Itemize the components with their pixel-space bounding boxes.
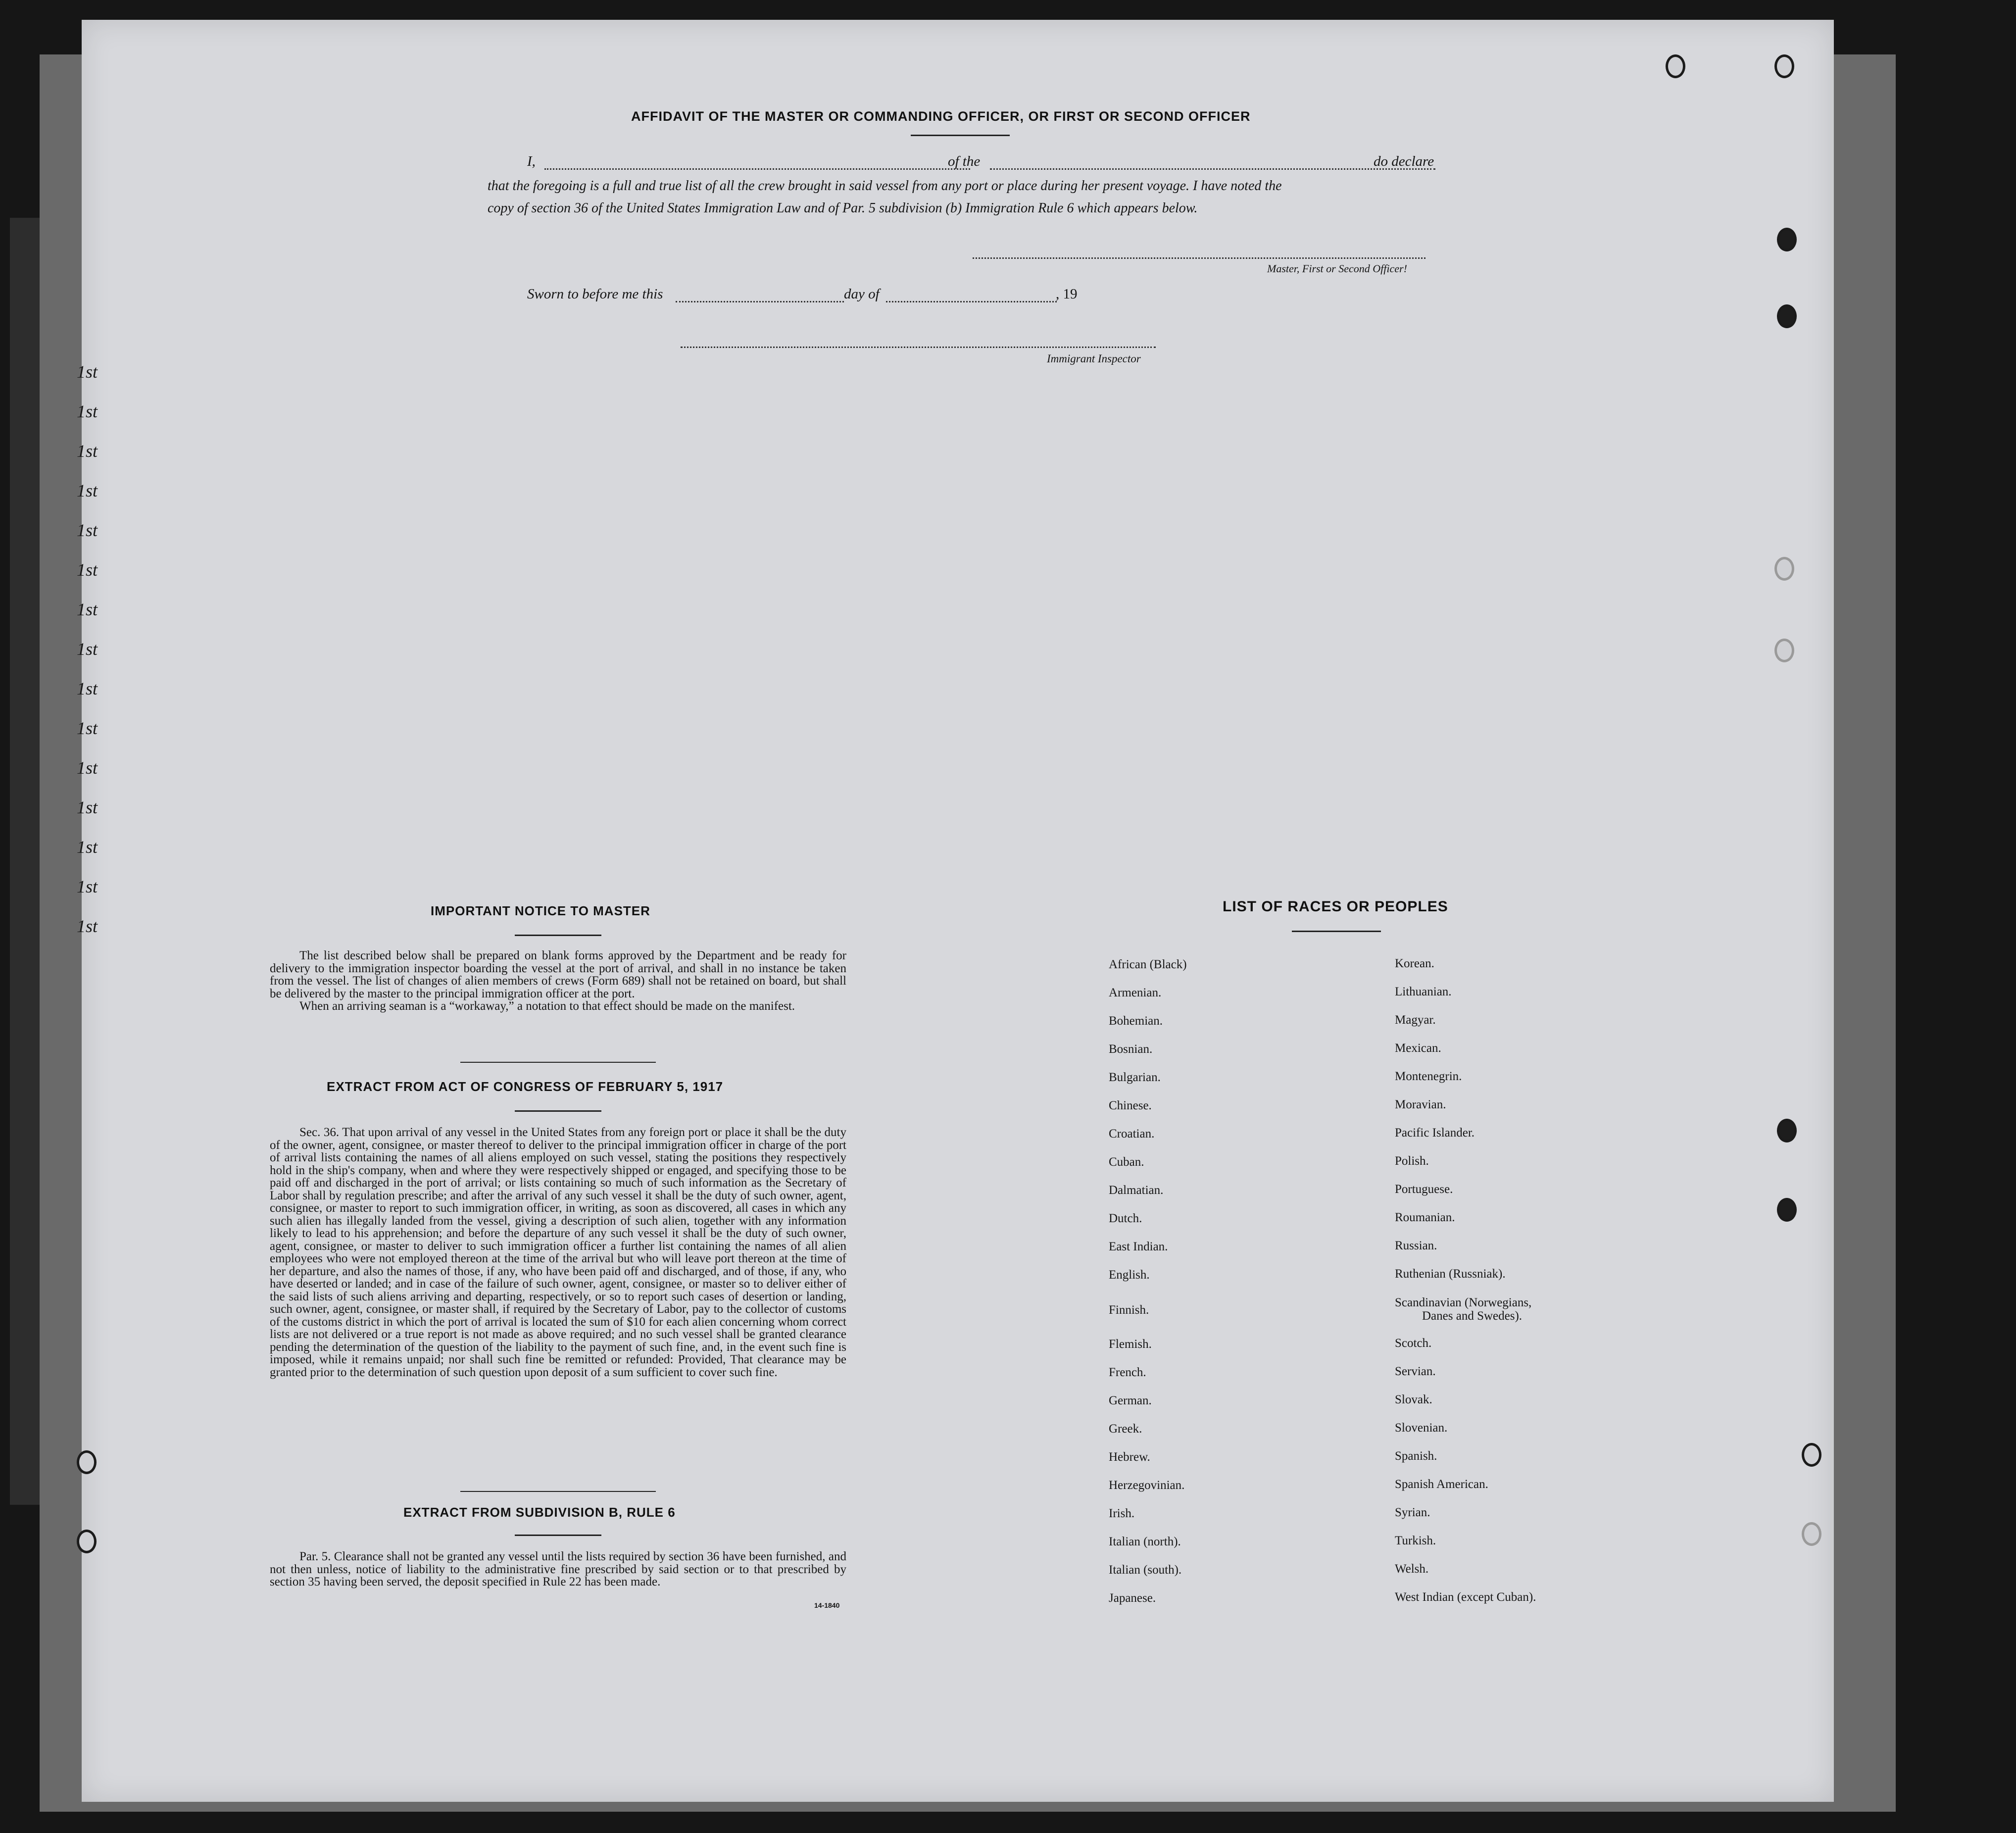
extract-rule-body <box>270 1550 846 1588</box>
margin-mark: 1st <box>77 520 98 540</box>
margin-mark: 1st <box>77 481 98 500</box>
punch-hole-icon <box>1777 1119 1797 1142</box>
master-signature-label: Master, First or Second Officer! <box>1267 262 1407 275</box>
extract-rule-title-rule <box>515 1535 601 1536</box>
affidavit-i-label: I, <box>527 153 536 169</box>
race-item: Montenegrin. <box>1395 1070 1462 1083</box>
punch-hole-icon <box>1774 639 1794 662</box>
punch-hole-icon <box>1802 1522 1821 1546</box>
extract-act-body <box>270 1126 846 1379</box>
race-item: Russian. <box>1395 1239 1437 1252</box>
race-item: Moravian. <box>1395 1098 1446 1111</box>
race-item: Bohemian. <box>1109 1014 1163 1028</box>
sworn-month-field <box>886 301 1057 302</box>
race-item: Dalmatian. <box>1109 1184 1164 1197</box>
punch-hole-icon <box>1777 1198 1797 1222</box>
affidavit-title: AFFIDAVIT OF THE MASTER OR COMMANDING OFFICER, OR FIRST OR SECOND OFFICER <box>631 109 1251 124</box>
affidavit-declare-label: do declare <box>1374 153 1434 169</box>
punch-hole-icon <box>1666 54 1685 78</box>
margin-mark: 1st <box>77 441 98 461</box>
year-prefix-label: , 19 <box>1056 286 1078 302</box>
race-item: East Indian. <box>1109 1240 1168 1253</box>
race-item: Bulgarian. <box>1109 1071 1161 1084</box>
race-item: Cuban. <box>1109 1155 1144 1169</box>
race-item: Finnish. <box>1109 1303 1149 1317</box>
notice-title-rule <box>515 935 601 936</box>
margin-mark: 1st <box>77 718 98 738</box>
inspector-signature-field <box>681 347 1156 348</box>
sworn-day-field <box>676 301 844 302</box>
form-number: 14-1840 <box>814 1601 840 1609</box>
race-item: Slovenian. <box>1395 1421 1448 1435</box>
margin-mark: 1st <box>77 401 98 421</box>
races-title: LIST OF RACES OR PEOPLES <box>1223 898 1448 915</box>
race-item: Servian. <box>1395 1365 1436 1378</box>
affidavit-of-the-label: of the <box>948 153 981 169</box>
races-title-rule <box>1292 931 1381 932</box>
race-item: Lithuanian. <box>1395 985 1452 998</box>
race-item: Irish. <box>1109 1507 1135 1520</box>
race-item: Portuguese. <box>1395 1183 1453 1196</box>
race-item-continuation: Danes and Swedes). <box>1422 1309 1523 1323</box>
race-item: West Indian (except Cuban). <box>1395 1590 1536 1604</box>
race-item: Armenian. <box>1109 986 1162 999</box>
margin-mark: 1st <box>77 362 98 382</box>
manifest-page <box>77 20 1834 1802</box>
race-item: Welsh. <box>1395 1562 1429 1576</box>
race-item: English. <box>1109 1268 1150 1282</box>
race-item: Magyar. <box>1395 1013 1436 1027</box>
race-item: Turkish. <box>1395 1534 1436 1547</box>
race-item: German. <box>1109 1394 1152 1407</box>
punch-hole-icon <box>77 1450 97 1474</box>
race-item: Croatian. <box>1109 1127 1155 1140</box>
race-item: Polish. <box>1395 1154 1429 1168</box>
race-item: Korean. <box>1395 957 1434 970</box>
race-item: Italian (south). <box>1109 1563 1182 1577</box>
affidavit-text-line2: that the foregoing is a full and true list of all the crew brought in said vessel from any port or place during her present voyage. I have noted the <box>488 178 1282 194</box>
race-item: Roumanian. <box>1395 1211 1455 1224</box>
margin-mark: 1st <box>77 599 98 619</box>
master-signature-field <box>973 257 1426 259</box>
race-item: Spanish American. <box>1395 1478 1488 1491</box>
extract-rule-title: EXTRACT FROM SUBDIVISION B, RULE 6 <box>403 1505 676 1520</box>
inspector-label: Immigrant Inspector <box>1047 352 1141 365</box>
extract-act-paragraph: Sec. 36. That upon arrival of any vessel in the United States from any foreign port or place it shall be the duty of the owner, agent, consignee, or master thereof to deliver to the principal immigration officer in charge of the port of arrival lists containing the names of all aliens employed on such vessel, stating the positions they respectively hold in the ship's company, when and where they were respectively shipped or engaged, and specifying those to be paid off and discharged in the port of arrival; or lists containing so much of such information as the Secretary of Labor shall by regulation prescribe; and after the arrival of any such vessel it shall be the duty of such owner, agent, consignee, or master to report to such immigration officer, in writing, as soon as discovered, all cases in which any such alien has illegally landed from the vessel, giving a description of such alien, together with any information likely to lead to his apprehension; and before the departure of any such vessel it shall be the duty of such owner, agent, consignee, or master to deliver to such immigration officer a further list containing the names of all alien employees who were not employed thereon at the time of the arrival but who will leave port thereon at the time of her departure, and also the names of those, if any, who have been paid off and discharged, and of those, if any, who have deserted or landed; and in case of the failure of such owner, agent, consignee, or master so to deliver either of the said lists of such aliens arriving and departing, respectively, or so to report such cases of desertion or landing, such owner, agent, consignee, or master shall, if required by the Secretary of Labor, pay to the collector of customs of the customs district in which the port of arrival is located the sum of $10 for each alien concerning whom correct lists are not delivered or a true report is not made as above required; and no such vessel shall be granted clearance pending the determination of the question of the liability to the payment of such fine, and, in the event such fine is imposed, while it remains unpaid; nor shall such fine be remitted or refunded: Provided, That clearance may be granted prior to the determination of such question upon deposit of a sum sufficient to cover such fine. <box>270 1126 846 1379</box>
affidavit-text-line3: copy of section 36 of the United States Immigration Law and of Par. 5 subdivision (b) Immigration Rule 6 which appears below. <box>488 200 1198 216</box>
race-item: Bosnian. <box>1109 1042 1153 1056</box>
margin-mark: 1st <box>77 877 98 896</box>
day-of-label: day of <box>844 286 880 302</box>
punch-hole-icon <box>1777 228 1797 251</box>
margin-mark: 1st <box>77 758 98 778</box>
margin-mark: 1st <box>77 916 98 936</box>
race-item: Pacific Islander. <box>1395 1126 1475 1139</box>
notice-title: IMPORTANT NOTICE TO MASTER <box>431 903 650 918</box>
margin-mark: 1st <box>77 679 98 698</box>
race-item: African (Black) <box>1109 958 1187 971</box>
race-item: Spanish. <box>1395 1449 1437 1463</box>
master-name-field <box>544 168 970 170</box>
race-item: Ruthenian (Russniak). <box>1395 1267 1506 1281</box>
race-item: Japanese. <box>1109 1591 1156 1605</box>
punch-hole-icon <box>1802 1443 1821 1467</box>
notice-paragraph: The list described below shall be prepared on blank forms approved by the Department and be ready for delivery to the immigration inspector boarding the vessel at the port of arrival, and shall in no instance be taken from the vessel. The list of changes of alien members of crews (Form 689) shall not be retained on board, but shall be delivered by the master to the principal immigration officer at the port. <box>270 949 846 1000</box>
section-divider <box>460 1491 656 1492</box>
sworn-label: Sworn to before me this <box>527 286 663 302</box>
punch-hole-icon <box>1777 304 1797 328</box>
margin-mark: 1st <box>77 797 98 817</box>
race-item: Scotch. <box>1395 1337 1432 1350</box>
notice-paragraph: When an arriving seaman is a “workaway,” a notation to that effect should be made on the manifest. <box>299 999 795 1013</box>
race-item: Dutch. <box>1109 1212 1142 1225</box>
race-item: Chinese. <box>1109 1099 1152 1112</box>
race-item: Slovak. <box>1395 1393 1432 1406</box>
extract-act-title: EXTRACT FROM ACT OF CONGRESS OF FEBRUARY 5, 1917 <box>327 1079 724 1094</box>
margin-mark: 1st <box>77 639 98 659</box>
race-item: Herzegovinian. <box>1109 1479 1185 1492</box>
race-item: Flemish. <box>1109 1338 1152 1351</box>
race-item: Greek. <box>1109 1422 1142 1436</box>
race-item: Syrian. <box>1395 1506 1430 1519</box>
punch-hole-icon <box>77 1530 97 1553</box>
affidavit-title-rule <box>911 135 1010 136</box>
race-item: Italian (north). <box>1109 1535 1181 1548</box>
margin-mark: 1st <box>77 837 98 857</box>
race-item: Mexican. <box>1395 1041 1441 1055</box>
race-item: Hebrew. <box>1109 1450 1150 1464</box>
vessel-name-field <box>990 168 1435 170</box>
notice-body <box>270 949 846 1013</box>
race-item: Scandinavian (Norwegians, <box>1395 1296 1532 1309</box>
extract-act-title-rule <box>515 1110 601 1112</box>
section-divider <box>460 1062 656 1063</box>
punch-hole-icon <box>1774 54 1794 78</box>
race-item: French. <box>1109 1366 1146 1379</box>
extract-rule-paragraph: Par. 5. Clearance shall not be granted any vessel until the lists required by section 36 have been furnished, and not then unless, notice of liability to the administrative fine prescribed by said section or to that prescribed by section 35 having been served, the deposit specified in Rule 22 has been made. <box>270 1550 846 1588</box>
punch-hole-icon <box>1774 557 1794 581</box>
margin-mark: 1st <box>77 560 98 580</box>
